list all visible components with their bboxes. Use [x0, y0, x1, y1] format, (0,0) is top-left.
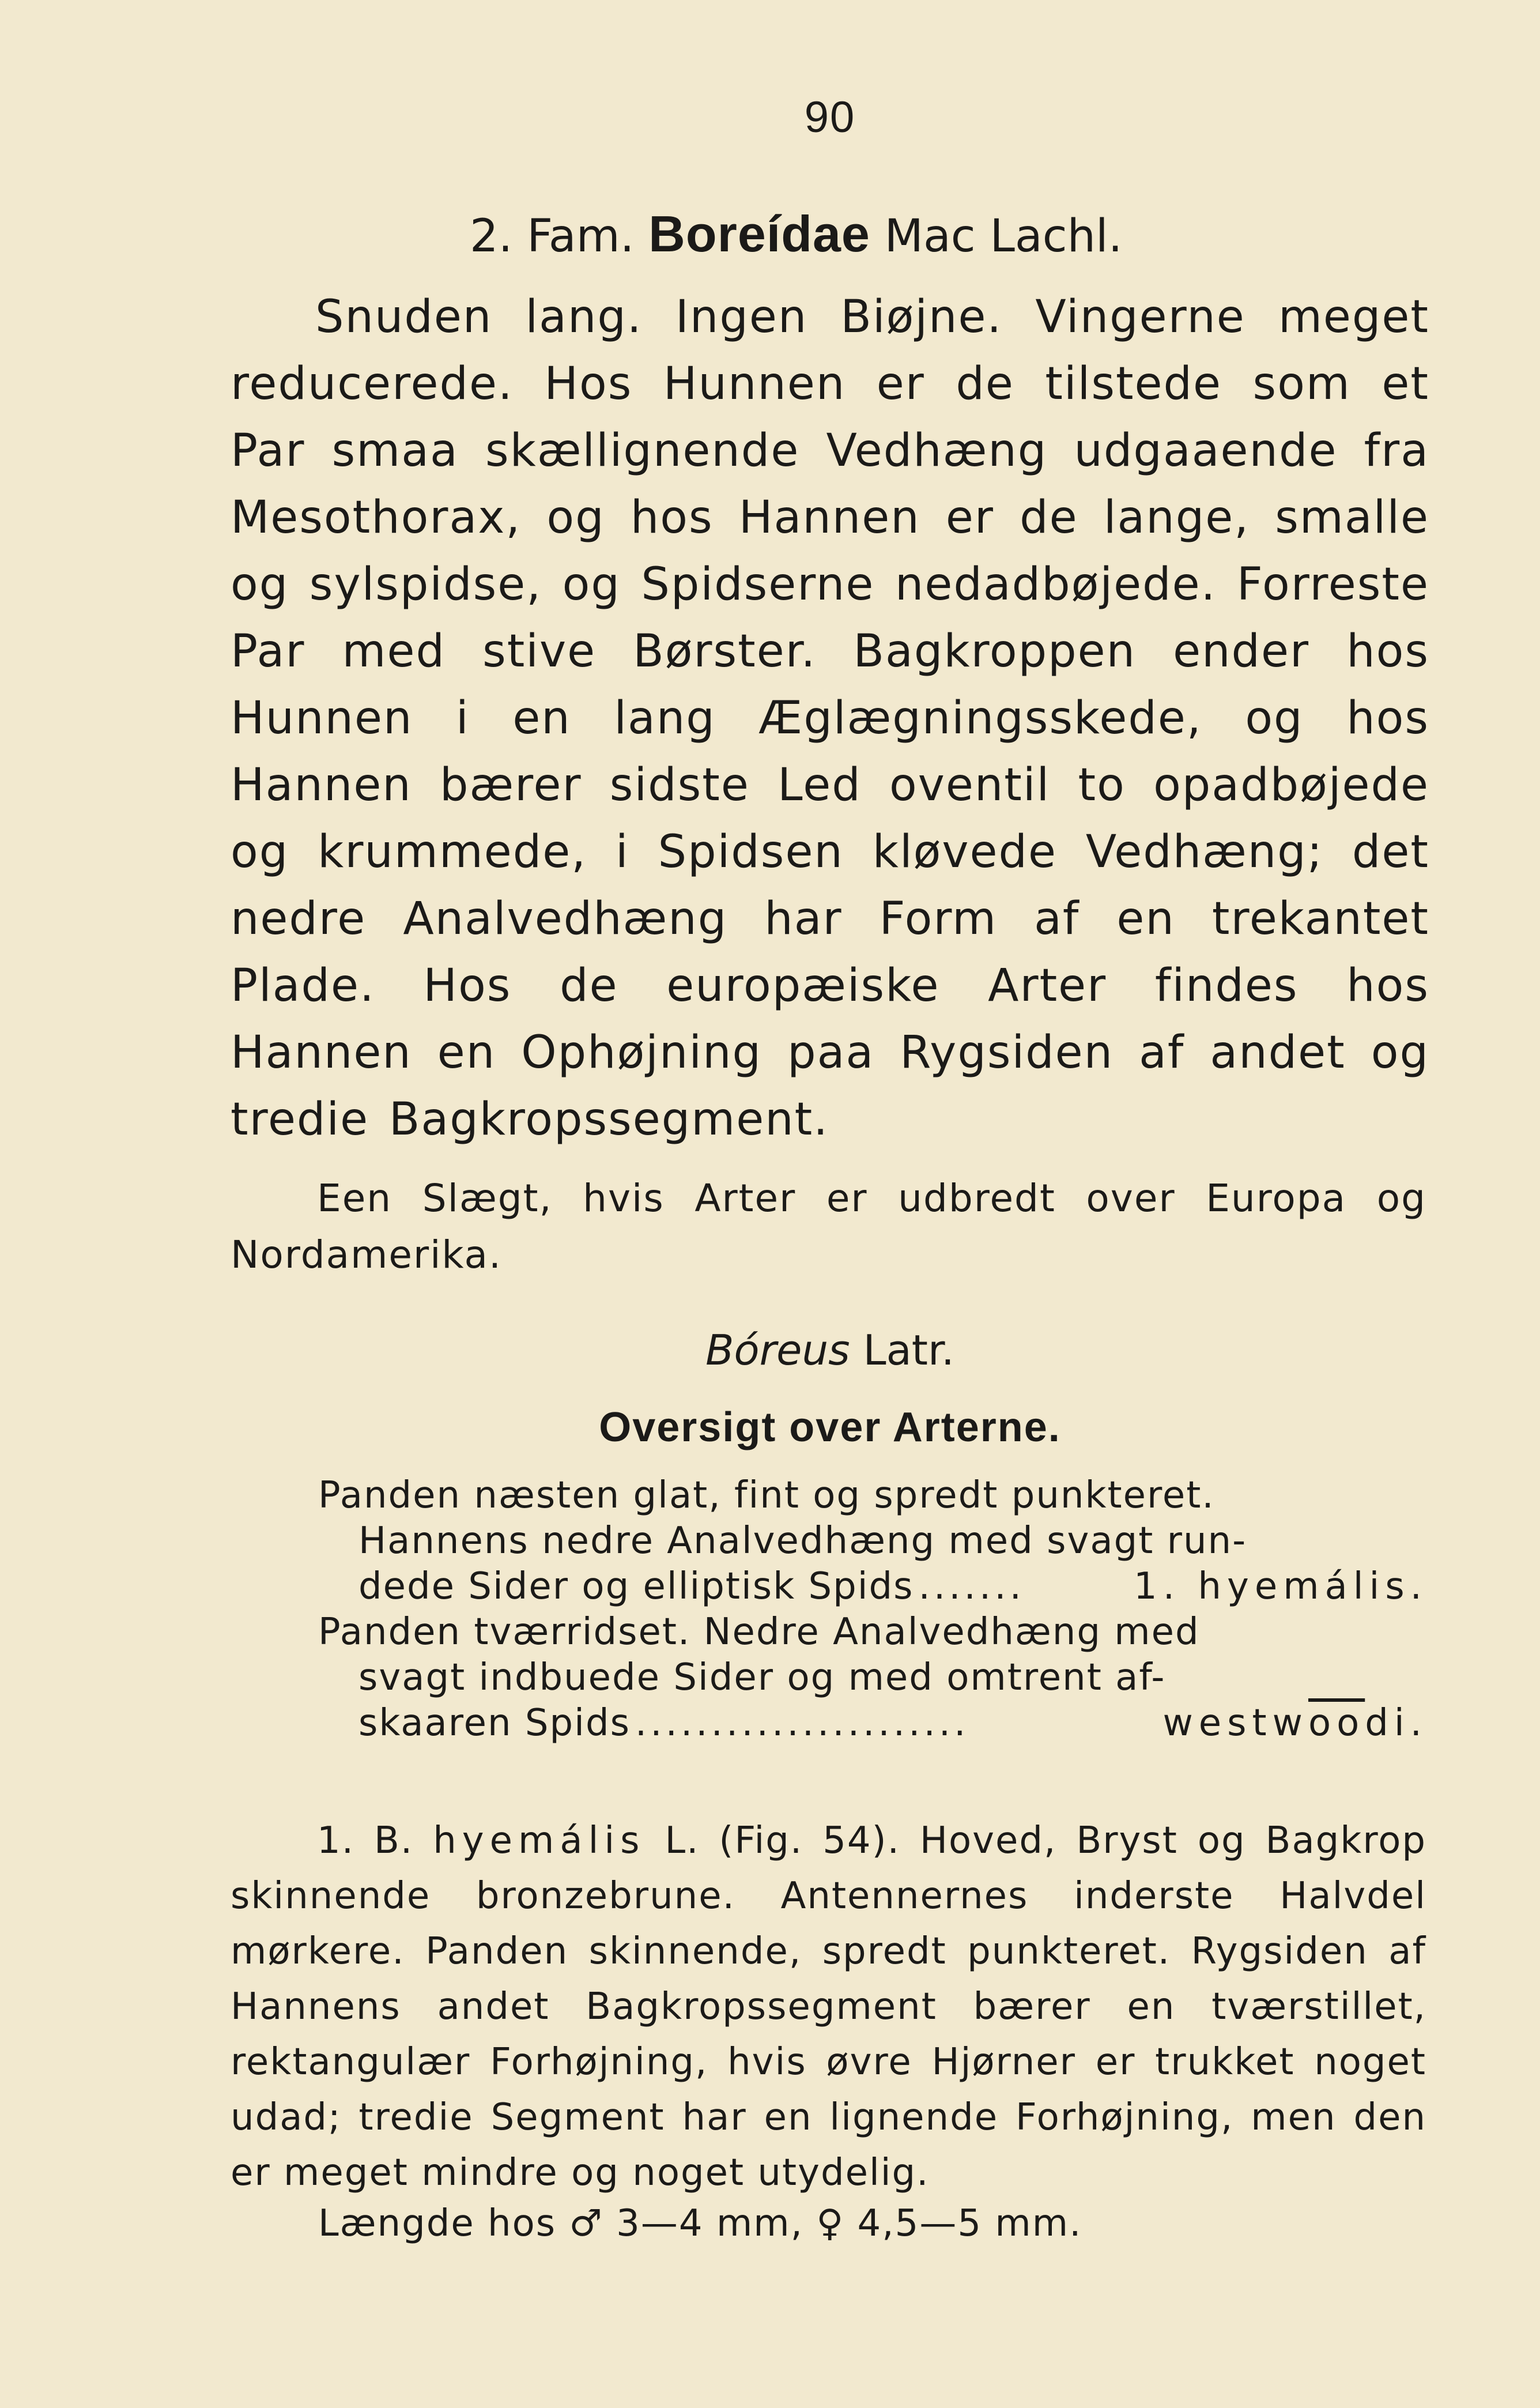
- species-number: 1. B.: [317, 1819, 414, 1862]
- family-author: Mac Lachl.: [884, 210, 1123, 262]
- distribution-note: Een Slægt, hvis Arter er udbredt over Europa og Nordamerika.: [231, 1176, 1426, 1277]
- key-line: [318, 1701, 1428, 1746]
- length-line: Længde hos ♂ 3—4 mm, ♀ 4,5—5 mm.: [318, 2202, 1082, 2245]
- key-line: [318, 1518, 1428, 1564]
- key-line: [318, 1564, 1428, 1610]
- dot-leader: .......: [918, 1565, 1025, 1608]
- key-line-text: Panden tværridset. Nedre Analvedhæng med: [318, 1611, 1200, 1653]
- page-number: 90: [804, 93, 856, 142]
- target-part-overlined: $\overline{oo}$: [1308, 1702, 1365, 1744]
- key-line-text: Panden næsten glat, fint og spredt punkteret.: [318, 1474, 1215, 1517]
- genus-name: Bóreus: [705, 1326, 850, 1374]
- dot-leader: ......................: [635, 1702, 969, 1744]
- species-name: hyemális: [433, 1819, 646, 1862]
- target-part: di.: [1365, 1702, 1428, 1744]
- family-prefix: 2. Fam.: [470, 210, 635, 262]
- species-key: [318, 1473, 1428, 1746]
- key-line-text: svagt indbuede Sider og med omtrent af-: [358, 1656, 1166, 1699]
- key-line: [318, 1473, 1428, 1518]
- key-line-text: Hannens nedre Analvedhæng med svagt run-: [358, 1520, 1247, 1562]
- target-part: westw: [1162, 1702, 1308, 1744]
- genus-heading: [0, 1326, 1540, 1374]
- key-line: [318, 1610, 1428, 1655]
- key-line-text: skaaren Spids: [358, 1702, 631, 1744]
- family-name: Boreídae: [648, 205, 870, 262]
- species-text: L. (Fig. 54). Hoved, Bryst og Bagkrop skinnende bronzebrune. Antennernes inderste Halvdel mørkere. Panden skinnende, spredt punkteret. Rygsiden af Hannens andet Bagkropssegment bærer en tværstillet, rektangulær Forhøjning, hvis øvre Hjørner er trukket noget udad; tredie Segment har en lignende Forhøjning, men den er meget mindre og noget utydelig.: [231, 1819, 1427, 2194]
- key-title: Oversigt over Arterne.: [599, 1404, 1061, 1450]
- family-description: Snuden lang. Ingen Biøjne. Vingerne meget reducerede. Hos Hunnen er de tilstede som et Par smaa skællignende Vedhæng udgaaende fra Mesothorax, og hos Hannen er de lange, smalle og sylspidse, og Spidserne nedadbøjede. Forreste Par med stive Børster. Bagkroppen ender hos Hunnen i en lang Æglægningsskede, og hos Hannen bærer sidste Led oventil to opadbøjede og krummede, i Spidsen kløvede Vedhæng; det nedre Analvedhæng har Form af en trekantet Plade. Hos de europæiske Arter findes hos Hannen en Ophøjning paa Rygsiden af andet og tredie Bagkropssegment.: [231, 291, 1429, 1145]
- genus-author: Latr.: [863, 1326, 954, 1374]
- key-line: [318, 1655, 1428, 1701]
- family-heading: [470, 205, 1123, 263]
- key-line-text: dede Sider og elliptisk Spids: [358, 1565, 914, 1608]
- key-species-target: [1162, 1701, 1428, 1746]
- species-description: [231, 1813, 1426, 2200]
- key-species-target: 1. hyemális.: [1133, 1565, 1428, 1608]
